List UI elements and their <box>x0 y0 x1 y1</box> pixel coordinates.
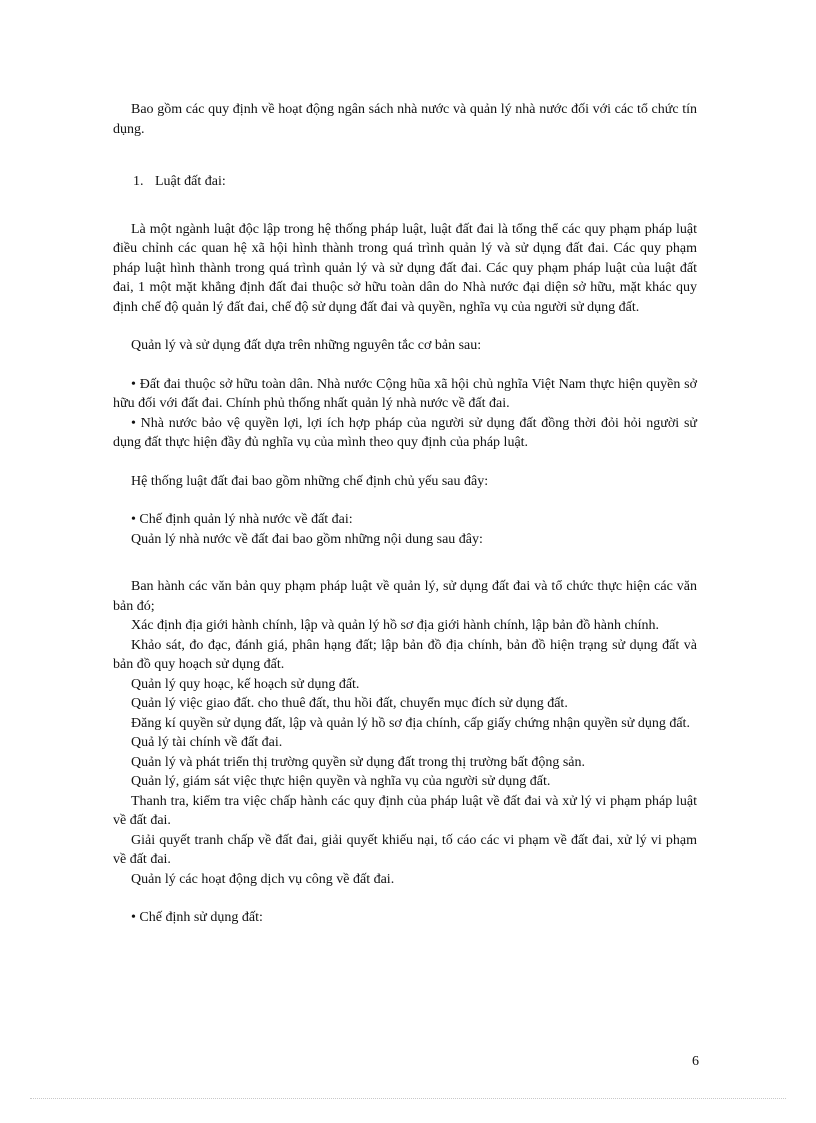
management-item: Đăng kí quyền sử dụng đất, lập và quản lý hồ sơ địa chính, cấp giấy chứng nhận quyền sử dụng đất. <box>131 715 690 731</box>
section-heading <box>113 172 697 192</box>
management-item: Ban hành các văn bản quy phạm pháp luật về quản lý, sử dụng đất đai và tổ chức thực hiện các văn bản đó; <box>113 579 697 614</box>
principle-item: • Nhà nước bảo vệ quyền lợi, lợi ích hợp pháp của người sử dụng đất đồng thời đỏi hỏi người sử dụng đất thực hiện đầy đủ nghĩa vụ của mình theo quy định của pháp luật. <box>113 415 697 450</box>
definition-paragraph: Là một ngành luật độc lập trong hệ thống pháp luật, luật đất đai là tổng thể các quy phạm pháp luật điều chỉnh các quan hệ xã hội hình thành trong quá trình quản lý và sử dụng đất đai. Các quy phạm pháp luật hình thành trong quá trình quản lý và sử dụng đất đai. Các quy phạm pháp luật của luật đất đai, 1 một mặt khẳng định đất đai thuộc sở hữu toàn dân do Nhà nước đại diện sở hữu, mặt khác quy định chế độ quản lý đất đai, chế độ sử dụng đất đai và quyền, nghĩa vụ của người sử dụng đất. <box>113 221 697 315</box>
principles-intro: Quản lý và sử dụng đất dựa trên những nguyên tắc cơ bản sau: <box>131 338 482 353</box>
management-item: Giải quyết tranh chấp về đất đai, giải quyết khiếu nại, tố cáo các vi phạm về đất đai, xử lý vi phạm về đất đai. <box>113 832 697 867</box>
management-item: Quản lý quy hoạc, kế hoạch sử dụng đất. <box>131 676 360 692</box>
management-item: Khảo sát, đo đạc, đánh giá, phân hạng đất; lập bản đồ địa chính, bản đồ hiện trạng sử dụng đất và bản đồ quy hoạch sử dụng đất. <box>113 637 697 672</box>
principle-item: • Đất đai thuộc sở hữu toàn dân. Nhà nước Cộng hũa xã hội chủ nghĩa Việt Nam thực hiện quyền sở hữu đối với đất đai. Chính phủ thống nhất quản lý nhà nước về đất đai. <box>113 376 697 411</box>
document-body <box>113 100 697 928</box>
management-item: Quả lý tài chính về đất đai. <box>131 735 283 750</box>
management-item: Quản lý việc giao đất. cho thuê đất, thu hồi đất, chuyển mục đích sử dụng đất. <box>131 696 568 711</box>
management-item: Thanh tra, kiểm tra việc chấp hành các quy định của pháp luật về đất đai và xử lý vi phạm pháp luật về đất đai. <box>113 793 697 828</box>
management-item: Quản lý, giám sát việc thực hiện quyền và nghĩa vụ của người sử dụng đất. <box>131 774 551 789</box>
intro-paragraph: Bao gồm các quy định về hoạt động ngân sách nhà nước và quản lý nhà nước đối với các tổ chức tín dụng. <box>113 102 697 137</box>
management-item: Quản lý và phát triển thị trường quyền sử dụng đất trong thị trường bất động sản. <box>131 754 586 770</box>
management-item: Xác định địa giới hành chính, lập và quản lý hồ sơ địa giới hành chính, lập bản đồ hành chính. <box>131 618 660 633</box>
section-number: 1. <box>133 174 144 189</box>
institution-heading-land-use: • Chế định sử dụng đất: <box>131 910 263 925</box>
institution-heading-management: • Chế định quản lý nhà nước về đất đai: <box>131 512 353 527</box>
page-bottom-divider <box>30 1098 786 1099</box>
system-intro: Hệ thống luật đất đai bao gồm những chế định chủ yếu sau đây: <box>131 473 489 489</box>
management-item: Quản lý các hoạt động dịch vụ công về đất đai. <box>131 871 395 887</box>
management-intro: Quản lý nhà nước về đất đai bao gồm những nội dung sau đây: <box>131 531 483 547</box>
section-title: Luật đất đai: <box>155 174 226 189</box>
page-number: 6 <box>692 1054 699 1069</box>
